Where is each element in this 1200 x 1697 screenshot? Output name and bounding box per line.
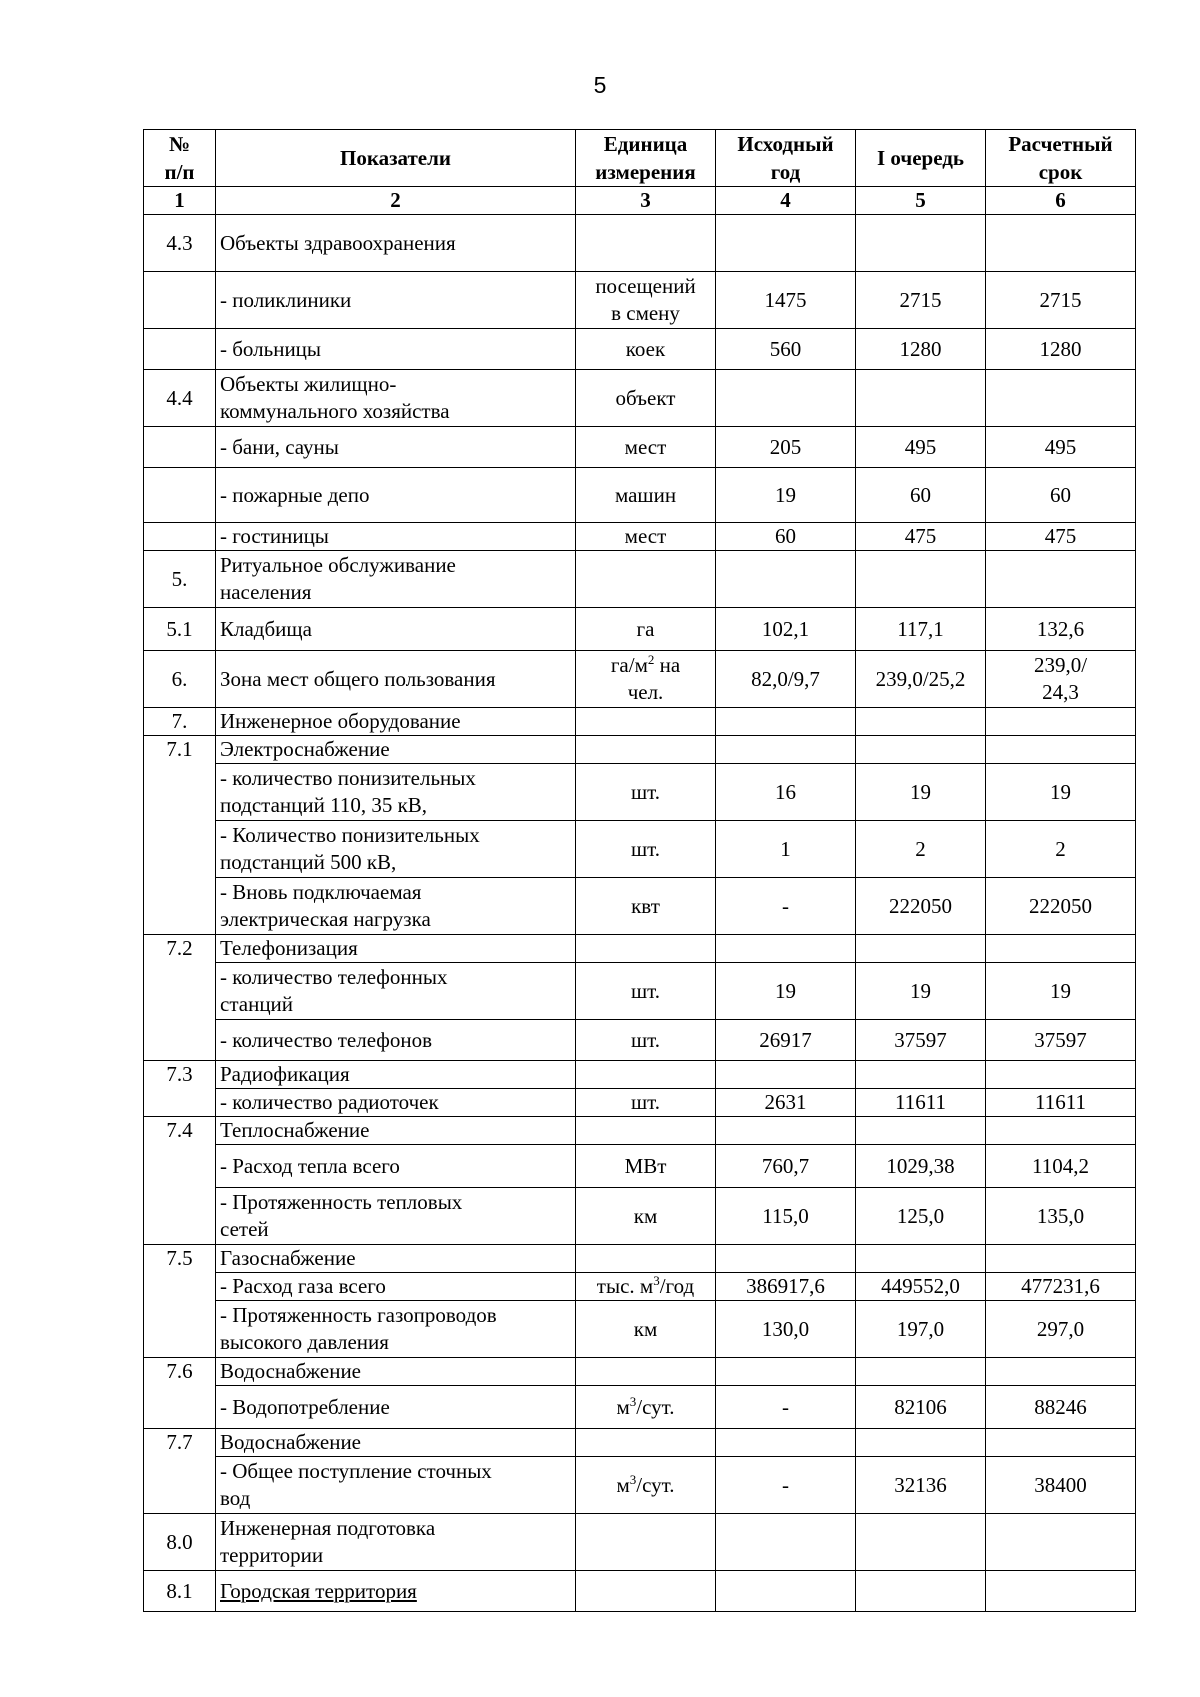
value-first-stage bbox=[856, 1245, 986, 1273]
value-first-stage bbox=[856, 1061, 986, 1089]
value-base-year bbox=[716, 1117, 856, 1145]
table-row bbox=[144, 370, 1136, 427]
value-target-term: 495 bbox=[986, 427, 1136, 468]
indicator-name: Газоснабжение bbox=[216, 1245, 576, 1273]
table-row bbox=[144, 1571, 1136, 1612]
table-row bbox=[144, 1273, 1136, 1301]
value-target-term: 475 bbox=[986, 523, 1136, 551]
indicator-name: - количество телефонных станций bbox=[216, 963, 576, 1020]
table-row bbox=[144, 651, 1136, 708]
column-number-1: 1 bbox=[144, 187, 216, 215]
value-target-term: 477231,6 bbox=[986, 1273, 1136, 1301]
indicator-name: - количество телефонов bbox=[216, 1020, 576, 1061]
value-base-year bbox=[716, 215, 856, 272]
column-number-5: 5 bbox=[856, 187, 986, 215]
unit-cell: квт bbox=[576, 878, 716, 935]
value-target-term: 1280 bbox=[986, 329, 1136, 370]
table-row bbox=[144, 764, 1136, 821]
value-base-year: 16 bbox=[716, 764, 856, 821]
table-row bbox=[144, 329, 1136, 370]
value-base-year: 560 bbox=[716, 329, 856, 370]
table-row bbox=[144, 1117, 1136, 1145]
indicator-name: - больницы bbox=[216, 329, 576, 370]
unit-cell bbox=[576, 1514, 716, 1571]
header-number: № п/п bbox=[144, 130, 216, 187]
value-first-stage bbox=[856, 736, 986, 764]
value-target-term bbox=[986, 370, 1136, 427]
value-base-year bbox=[716, 370, 856, 427]
row-number: 7.6 bbox=[144, 1358, 216, 1429]
unit-cell: МВт bbox=[576, 1145, 716, 1188]
value-base-year: 1475 bbox=[716, 272, 856, 329]
unit-cell: шт. bbox=[576, 764, 716, 821]
value-base-year bbox=[716, 1429, 856, 1457]
value-target-term bbox=[986, 1358, 1136, 1386]
value-target-term bbox=[986, 215, 1136, 272]
value-base-year: 26917 bbox=[716, 1020, 856, 1061]
table-row bbox=[144, 1089, 1136, 1117]
value-base-year: 205 bbox=[716, 427, 856, 468]
value-base-year: - bbox=[716, 1457, 856, 1514]
value-first-stage bbox=[856, 215, 986, 272]
indicator-name: - гостиницы bbox=[216, 523, 576, 551]
unit-cell: машин bbox=[576, 468, 716, 523]
table-row bbox=[144, 1429, 1136, 1457]
indicator-name: - Вновь подключаемая электрическая нагрузка bbox=[216, 878, 576, 935]
value-first-stage bbox=[856, 1571, 986, 1612]
unit-cell: га bbox=[576, 608, 716, 651]
value-base-year: - bbox=[716, 1386, 856, 1429]
value-target-term: 19 bbox=[986, 764, 1136, 821]
value-target-term: 60 bbox=[986, 468, 1136, 523]
value-first-stage: 449552,0 bbox=[856, 1273, 986, 1301]
value-base-year bbox=[716, 1245, 856, 1273]
value-first-stage: 11611 bbox=[856, 1089, 986, 1117]
row-number: 7.1 bbox=[144, 736, 216, 935]
value-base-year bbox=[716, 1571, 856, 1612]
indicator-name: Теплоснабжение bbox=[216, 1117, 576, 1145]
value-first-stage bbox=[856, 935, 986, 963]
value-base-year bbox=[716, 1358, 856, 1386]
indicator-name: - количество понизительных подстанций 110, 35 кВ, bbox=[216, 764, 576, 821]
value-target-term: 135,0 bbox=[986, 1188, 1136, 1245]
table-row bbox=[144, 551, 1136, 608]
value-first-stage: 2715 bbox=[856, 272, 986, 329]
value-target-term: 2715 bbox=[986, 272, 1136, 329]
indicator-name: - поликлиники bbox=[216, 272, 576, 329]
table-row bbox=[144, 821, 1136, 878]
value-first-stage: 1280 bbox=[856, 329, 986, 370]
header-target-term: Расчетный срок bbox=[986, 130, 1136, 187]
unit-cell: шт. bbox=[576, 821, 716, 878]
indicators-table bbox=[143, 129, 1136, 1612]
unit-cell: $м^3$/сут. bbox=[576, 1457, 716, 1514]
row-number: 5. bbox=[144, 551, 216, 608]
value-target-term bbox=[986, 1061, 1136, 1089]
indicator-name: Инженерная подготовка территории bbox=[216, 1514, 576, 1571]
value-base-year: 19 bbox=[716, 468, 856, 523]
table-row bbox=[144, 1301, 1136, 1358]
value-first-stage: 1029,38 bbox=[856, 1145, 986, 1188]
header-first-stage: I очередь bbox=[856, 130, 986, 187]
value-target-term bbox=[986, 1245, 1136, 1273]
unit-cell bbox=[576, 551, 716, 608]
value-target-term bbox=[986, 736, 1136, 764]
row-number: 7.2 bbox=[144, 935, 216, 1061]
value-target-term: 2 bbox=[986, 821, 1136, 878]
table-row bbox=[144, 1145, 1136, 1188]
value-target-term bbox=[986, 1514, 1136, 1571]
value-target-term bbox=[986, 935, 1136, 963]
row-number: 8.0 bbox=[144, 1514, 216, 1571]
table-row bbox=[144, 736, 1136, 764]
indicator-name: Ритуальное обслуживание населения bbox=[216, 551, 576, 608]
indicator-name: - Расход газа всего bbox=[216, 1273, 576, 1301]
unit-cell: км bbox=[576, 1301, 716, 1358]
indicator-name: Кладбища bbox=[216, 608, 576, 651]
row-number: 7.7 bbox=[144, 1429, 216, 1514]
indicator-name: Городская территория bbox=[216, 1571, 576, 1612]
value-first-stage: 60 bbox=[856, 468, 986, 523]
table-row bbox=[144, 1514, 1136, 1571]
value-base-year bbox=[716, 708, 856, 736]
value-first-stage bbox=[856, 708, 986, 736]
value-first-stage: 117,1 bbox=[856, 608, 986, 651]
unit-cell: $м^3$/сут. bbox=[576, 1386, 716, 1429]
unit-cell bbox=[576, 1245, 716, 1273]
value-target-term bbox=[986, 708, 1136, 736]
value-target-term: 19 bbox=[986, 963, 1136, 1020]
value-target-term bbox=[986, 1571, 1136, 1612]
row-number: 4.4 bbox=[144, 370, 216, 427]
indicator-name: Инженерное оборудование bbox=[216, 708, 576, 736]
value-base-year: 2631 bbox=[716, 1089, 856, 1117]
row-number: 7.3 bbox=[144, 1061, 216, 1117]
table-row bbox=[144, 523, 1136, 551]
table-row bbox=[144, 1061, 1136, 1089]
column-number-4: 4 bbox=[716, 187, 856, 215]
unit-cell: коек bbox=[576, 329, 716, 370]
value-target-term: 239,0/ 24,3 bbox=[986, 651, 1136, 708]
value-first-stage: 2 bbox=[856, 821, 986, 878]
unit-cell bbox=[576, 215, 716, 272]
value-first-stage: 19 bbox=[856, 963, 986, 1020]
row-number: 6. bbox=[144, 651, 216, 708]
unit-cell bbox=[576, 736, 716, 764]
row-number bbox=[144, 329, 216, 370]
unit-cell: мест bbox=[576, 427, 716, 468]
table-row bbox=[144, 608, 1136, 651]
row-number bbox=[144, 468, 216, 523]
indicator-name: Телефонизация bbox=[216, 935, 576, 963]
unit-cell bbox=[576, 708, 716, 736]
table-row bbox=[144, 272, 1136, 329]
value-base-year: 115,0 bbox=[716, 1188, 856, 1245]
unit-cell bbox=[576, 935, 716, 963]
value-first-stage: 19 bbox=[856, 764, 986, 821]
column-number-6: 6 bbox=[986, 187, 1136, 215]
value-base-year: 386917,6 bbox=[716, 1273, 856, 1301]
row-number bbox=[144, 523, 216, 551]
value-target-term bbox=[986, 1429, 1136, 1457]
unit-cell: шт. bbox=[576, 1089, 716, 1117]
value-first-stage bbox=[856, 1514, 986, 1571]
value-target-term bbox=[986, 1117, 1136, 1145]
row-number: 8.1 bbox=[144, 1571, 216, 1612]
value-target-term: 38400 bbox=[986, 1457, 1136, 1514]
indicator-name: Водоснабжение bbox=[216, 1358, 576, 1386]
indicator-name: - Протяженность газопроводов высокого давления bbox=[216, 1301, 576, 1358]
row-number bbox=[144, 272, 216, 329]
value-base-year bbox=[716, 736, 856, 764]
value-first-stage: 475 bbox=[856, 523, 986, 551]
value-first-stage: 82106 bbox=[856, 1386, 986, 1429]
indicator-name: - Количество понизительных подстанций 500 кВ, bbox=[216, 821, 576, 878]
value-base-year: 1 bbox=[716, 821, 856, 878]
value-target-term: 297,0 bbox=[986, 1301, 1136, 1358]
indicator-name: - количество радиоточек bbox=[216, 1089, 576, 1117]
indicator-name: - Протяженность тепловых сетей bbox=[216, 1188, 576, 1245]
value-target-term: 11611 bbox=[986, 1089, 1136, 1117]
unit-cell: км bbox=[576, 1188, 716, 1245]
indicator-name: Радиофикация bbox=[216, 1061, 576, 1089]
table-row bbox=[144, 935, 1136, 963]
indicator-name: - бани, сауны bbox=[216, 427, 576, 468]
value-base-year: 130,0 bbox=[716, 1301, 856, 1358]
value-target-term: 88246 bbox=[986, 1386, 1136, 1429]
indicator-name: Электроснабжение bbox=[216, 736, 576, 764]
table-row bbox=[144, 1386, 1136, 1429]
indicator-name: - Расход тепла всего bbox=[216, 1145, 576, 1188]
value-first-stage: 239,0/25,2 bbox=[856, 651, 986, 708]
table-row bbox=[144, 1245, 1136, 1273]
header-unit: Единица измерения bbox=[576, 130, 716, 187]
value-base-year bbox=[716, 935, 856, 963]
unit-cell: мест bbox=[576, 523, 716, 551]
row-number: 5.1 bbox=[144, 608, 216, 651]
value-base-year: 760,7 bbox=[716, 1145, 856, 1188]
value-target-term: 132,6 bbox=[986, 608, 1136, 651]
table-row bbox=[144, 708, 1136, 736]
value-first-stage bbox=[856, 1429, 986, 1457]
value-first-stage: 495 bbox=[856, 427, 986, 468]
unit-cell: объект bbox=[576, 370, 716, 427]
value-base-year: - bbox=[716, 878, 856, 935]
value-first-stage: 222050 bbox=[856, 878, 986, 935]
column-number-3: 3 bbox=[576, 187, 716, 215]
unit-cell: тыс. $м^3$/год bbox=[576, 1273, 716, 1301]
header-indicators: Показатели bbox=[216, 130, 576, 187]
unit-cell bbox=[576, 1571, 716, 1612]
unit-cell bbox=[576, 1061, 716, 1089]
value-target-term: 1104,2 bbox=[986, 1145, 1136, 1188]
unit-cell bbox=[576, 1429, 716, 1457]
table-row bbox=[144, 215, 1136, 272]
value-first-stage bbox=[856, 1117, 986, 1145]
value-first-stage bbox=[856, 1358, 986, 1386]
value-target-term bbox=[986, 551, 1136, 608]
value-first-stage: 197,0 bbox=[856, 1301, 986, 1358]
value-base-year: 60 bbox=[716, 523, 856, 551]
indicator-name: Объекты жилищно- коммунального хозяйства bbox=[216, 370, 576, 427]
row-number: 7. bbox=[144, 708, 216, 736]
header-base-year: Исходный год bbox=[716, 130, 856, 187]
unit-cell bbox=[576, 1358, 716, 1386]
value-first-stage: 125,0 bbox=[856, 1188, 986, 1245]
value-base-year bbox=[716, 551, 856, 608]
value-base-year bbox=[716, 1061, 856, 1089]
unit-cell: посещений в смену bbox=[576, 272, 716, 329]
table-row bbox=[144, 1020, 1136, 1061]
unit-cell: шт. bbox=[576, 1020, 716, 1061]
unit-cell bbox=[576, 1117, 716, 1145]
indicator-name: Зона мест общего пользования bbox=[216, 651, 576, 708]
table-row bbox=[144, 427, 1136, 468]
table-row bbox=[144, 1358, 1136, 1386]
table-row bbox=[144, 468, 1136, 523]
row-number: 4.3 bbox=[144, 215, 216, 272]
table-row bbox=[144, 1188, 1136, 1245]
indicator-name: Объекты здравоохранения bbox=[216, 215, 576, 272]
value-target-term: 222050 bbox=[986, 878, 1136, 935]
value-base-year bbox=[716, 1514, 856, 1571]
page-number: 5 bbox=[593, 72, 607, 98]
table-row bbox=[144, 878, 1136, 935]
table-row bbox=[144, 963, 1136, 1020]
row-number bbox=[144, 427, 216, 468]
value-base-year: 102,1 bbox=[716, 608, 856, 651]
indicator-name: - Водопотребление bbox=[216, 1386, 576, 1429]
table-row bbox=[144, 1457, 1136, 1514]
value-base-year: 19 bbox=[716, 963, 856, 1020]
indicator-name: - Общее поступление сточных вод bbox=[216, 1457, 576, 1514]
column-number-2: 2 bbox=[216, 187, 576, 215]
value-first-stage bbox=[856, 551, 986, 608]
indicator-name: Водоснабжение bbox=[216, 1429, 576, 1457]
value-first-stage: 32136 bbox=[856, 1457, 986, 1514]
value-target-term: 37597 bbox=[986, 1020, 1136, 1061]
value-base-year: 82,0/9,7 bbox=[716, 651, 856, 708]
unit-cell: $га/м^2$ на чел. bbox=[576, 651, 716, 708]
row-number: 7.4 bbox=[144, 1117, 216, 1245]
table-body bbox=[144, 215, 1136, 1612]
unit-cell: шт. bbox=[576, 963, 716, 1020]
row-number: 7.5 bbox=[144, 1245, 216, 1358]
value-first-stage bbox=[856, 370, 986, 427]
value-first-stage: 37597 bbox=[856, 1020, 986, 1061]
indicator-name: - пожарные депо bbox=[216, 468, 576, 523]
